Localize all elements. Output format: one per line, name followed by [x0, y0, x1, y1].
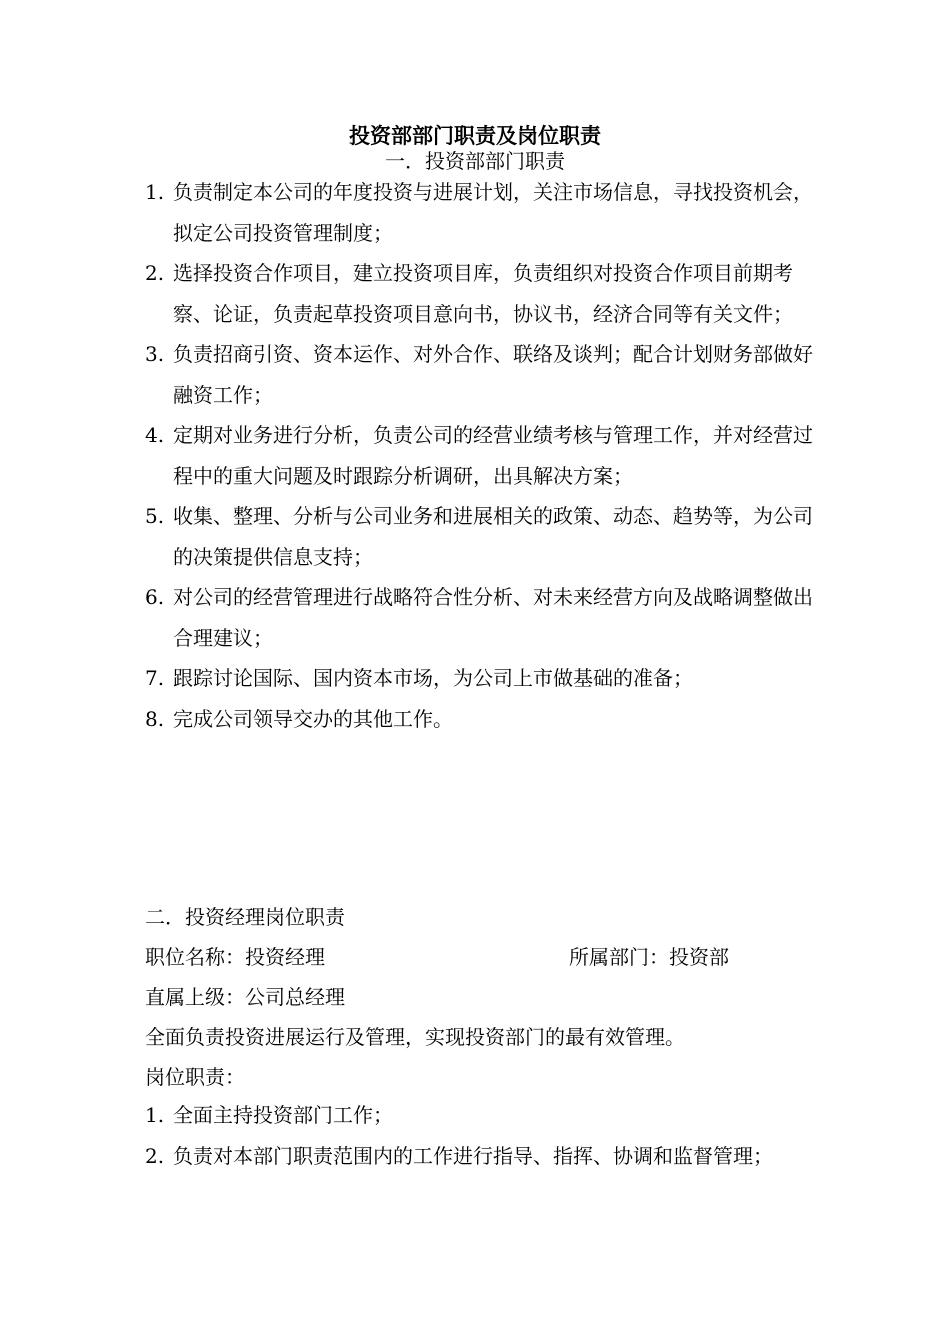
item-text: 负责制定本公司的年度投资与进展计划，关注市场信息，寻找投资机会，拟定公司投资管理制度； — [173, 180, 813, 245]
item-number: 5. — [145, 504, 165, 528]
item-number: 2. — [145, 1143, 165, 1168]
item-text: 全面主持投资部门工作； — [173, 1103, 393, 1127]
item-text: 选择投资合作项目，建立投资项目库，负责组织对投资合作项目前期考察、论证，负责起草投资项目意向书，协议书，经济合同等有关文件； — [173, 261, 793, 326]
item-number: 4. — [145, 423, 165, 447]
item-number: 2. — [145, 261, 165, 285]
supervisor: 直属上级：公司总经理 — [145, 985, 345, 1009]
position-name: 职位名称：投资经理 — [145, 945, 325, 969]
duties-label: 岗位职责： — [145, 1065, 245, 1089]
item-number: 1. — [145, 180, 165, 204]
item-number: 8. — [145, 706, 165, 731]
list-item — [145, 658, 825, 699]
item-number: 3. — [145, 342, 165, 366]
item-text: 完成公司领导交办的其他工作。 — [173, 706, 453, 731]
section-one-heading: 一．投资部部门职责 — [385, 149, 565, 173]
item-text: 定期对业务进行分析，负责公司的经营业绩考核与管理工作，并对经营过程中的重大问题及时跟踪分析调研，出具解决方案； — [173, 423, 813, 488]
department-duties-list — [145, 172, 825, 739]
list-item — [145, 415, 825, 496]
item-number: 6. — [145, 585, 165, 609]
item-text: 对公司的经营管理进行战略符合性分析、对未来经营方向及战略调整做出合理建议； — [173, 585, 813, 650]
position-summary: 全面负责投资进展运行及管理，实现投资部门的最有效管理。 — [145, 1025, 685, 1049]
item-text: 收集、整理、分析与公司业务和进展相关的政策、动态、趋势等，为公司的决策提供信息支持； — [173, 504, 813, 569]
list-item — [145, 1136, 825, 1177]
list-item — [145, 334, 825, 415]
document-title: 投资部部门职责及岗位职责 — [349, 123, 601, 148]
item-text: 负责招商引资、资本运作、对外合作、联络及谈判；配合计划财务部做好融资工作； — [173, 342, 813, 407]
list-item — [145, 1095, 825, 1136]
list-item — [145, 699, 825, 740]
list-item — [145, 496, 825, 577]
list-item — [145, 577, 825, 658]
item-text: 跟踪讨论国际、国内资本市场，为公司上市做基础的准备； — [173, 666, 693, 690]
item-number: 1. — [145, 1103, 165, 1127]
position-row — [145, 937, 825, 977]
item-text: 负责对本部门职责范围内的工作进行指导、指挥、协调和监督管理； — [173, 1143, 773, 1168]
list-item — [145, 253, 825, 334]
list-item — [145, 172, 825, 253]
department: 所属部门：投资部 — [569, 945, 729, 969]
section-two-heading: 二．投资经理岗位职责 — [145, 905, 345, 929]
item-number: 7. — [145, 666, 165, 690]
manager-duties-list — [145, 1095, 825, 1176]
